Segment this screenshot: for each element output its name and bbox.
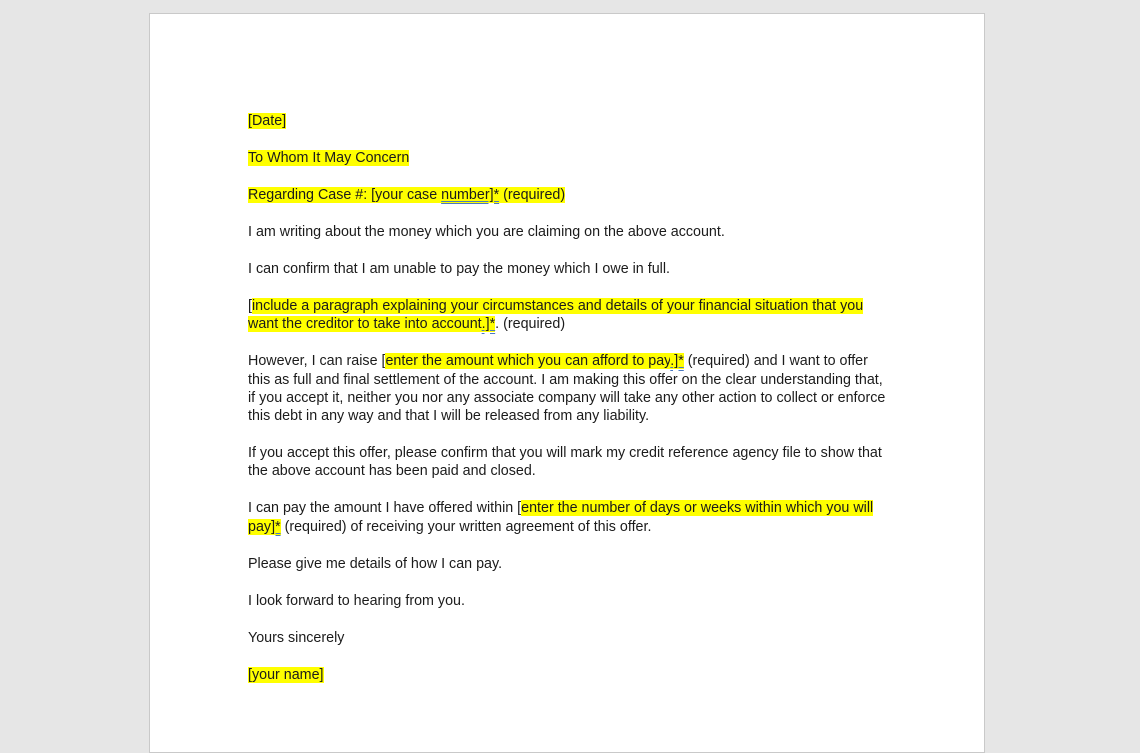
letter-body[interactable] bbox=[248, 112, 888, 684]
p4-start: However, I can raise [ bbox=[248, 353, 386, 370]
p3-close-bracket: .]* bbox=[481, 316, 496, 333]
date-placeholder: [Date] bbox=[248, 113, 287, 129]
salutation-line bbox=[248, 149, 888, 167]
regarding-line bbox=[248, 186, 888, 204]
p6-rest: (required) of receiving your written agreement of this offer. bbox=[280, 518, 652, 535]
paragraph-2: I can confirm that I am unable to pay the money which I owe in full. bbox=[248, 260, 670, 277]
p6-close-bracket: ]* bbox=[271, 518, 281, 535]
paragraph-6 bbox=[248, 499, 888, 536]
paragraph-5: If you accept this offer, please confirm that you will mark my credit reference agency file to show that the above account has been paid and closed. bbox=[248, 445, 882, 480]
p6-start: I can pay the amount I have offered within [ bbox=[248, 500, 522, 517]
paragraph-3 bbox=[248, 297, 888, 334]
p4-close-bracket: .]* bbox=[670, 353, 684, 370]
document-page bbox=[149, 13, 985, 753]
p6-days-placeholder: enter the number of days or weeks within which you will pay bbox=[248, 500, 874, 535]
salutation-text: To Whom It May Concern bbox=[248, 149, 410, 166]
closing-line: Yours sincerely bbox=[248, 629, 345, 646]
p4-rest: (required) and I want to offer this as full and final settlement of the account. I am making this offer on the clear understanding that, if you accept it, neither you nor any associate company will take any other action to collect or enforce this debt in any way and that I will be released from any liability. bbox=[248, 353, 886, 425]
p3-required: . (required) bbox=[495, 316, 566, 333]
p3-open-bracket: [ bbox=[248, 297, 252, 314]
name-placeholder: [your name] bbox=[248, 666, 324, 683]
p4-amount-placeholder: enter the amount which you can afford to pay bbox=[385, 353, 671, 370]
paragraph-7: Please give me details of how I can pay. bbox=[248, 555, 503, 572]
signature-line bbox=[248, 666, 888, 684]
paragraph-1: I am writing about the money which you are claiming on the above account. bbox=[248, 223, 725, 240]
date-line bbox=[248, 112, 888, 130]
regarding-case-number: number]* bbox=[441, 186, 500, 203]
p3-placeholder: include a paragraph explaining your circumstances and details of your financial situation that you want the creditor to take into account bbox=[248, 297, 864, 333]
paragraph-4 bbox=[248, 352, 888, 425]
regarding-prefix: Regarding Case #: [your case bbox=[248, 186, 442, 203]
regarding-required: (required) bbox=[503, 186, 566, 203]
paragraph-8: I look forward to hearing from you. bbox=[248, 592, 465, 609]
